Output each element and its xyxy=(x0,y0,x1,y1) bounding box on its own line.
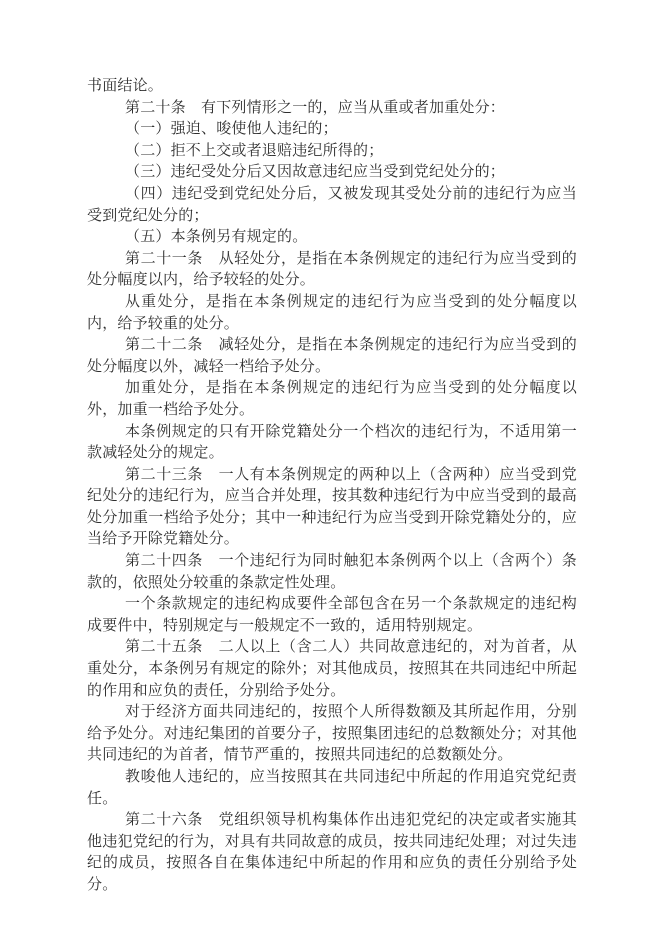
paragraph-article-20-item-2: （二）拒不上交或者退赔违纪所得的； xyxy=(125,142,384,159)
paragraph-article-25-clause-2: 对于经济方面共同违纪的，按照个人所得数额及其所起作用，分别给予处分。对违纪集团的首要分子，按照集团违纪的总数额处分；对其他共同违纪的为首者，情节严重的，按照共同违纪的总数额处分。 xyxy=(87,704,577,764)
paragraph-article-20-item-3: （三）违纪受处分后又因故意违纪应当受到党纪处分的； xyxy=(125,164,506,181)
paragraph-article-26: 第二十六条 党组织领导机构集体作出违犯党纪的决定或者实施其他违犯党纪的行为，对具有共同故意的成员，按共同违纪处理；对过失违纪的成员，按照各自在集体违纪中所起的作用和应负的责任分别给予处分。 xyxy=(87,812,577,893)
paragraph-article-22-clause-1: 第二十二条 减轻处分，是指在本条例规定的违纪行为应当受到的处分幅度以外，减轻一档给予处分。 xyxy=(87,337,577,375)
paragraph-article-20-item-4: （四）违纪受到党纪处分后，又被发现其受处分前的违纪行为应当受到党纪处分的； xyxy=(87,185,577,224)
text-content xyxy=(87,76,577,897)
paragraph-article-24-clause-2: 一个条款规定的违纪构成要件全部包含在另一个条款规定的违纪构成要件中，特别规定与一般规定不一致的，适用特别规定。 xyxy=(87,596,577,634)
paragraph-article-23: 第二十三条 一人有本条例规定的两种以上（含两种）应当受到党纪处分的违纪行为，应当合并处理，按其数种违纪行为中应当受到的最高处分加重一档给予处分；其中一种违纪行为应当受到开除党籍处分的，应当给予开除党籍处分。 xyxy=(87,466,577,548)
paragraph-article-22-clause-2: 加重处分，是指在本条例规定的违纪行为应当受到的处分幅度以外，加重一档给予处分。 xyxy=(87,380,577,418)
paragraph-article-22-clause-3: 本条例规定的只有开除党籍处分一个档次的违纪行为，不适用第一款减轻处分的规定。 xyxy=(87,423,577,462)
paragraph-article-21-clause-2: 从重处分，是指在本条例规定的违纪行为应当受到的处分幅度以内，给予较重的处分。 xyxy=(87,293,577,332)
paragraph-article-20-item-5: （五）本条例另有规定的。 xyxy=(125,229,308,246)
paragraph-article-25-clause-3: 教唆他人违纪的，应当按照其在共同违纪中所起的作用追究党纪责任。 xyxy=(87,769,577,807)
paragraph-article-20: 第二十条 有下列情形之一的，应当从重或者加重处分： xyxy=(125,99,506,116)
paragraph-article-24-clause-1: 第二十四条 一个违纪行为同时触犯本条例两个以上（含两个）条款的，依照处分较重的条款定性处理。 xyxy=(87,553,577,591)
paragraph-article-21-clause-1: 第二十一条 从轻处分，是指在本条例规定的违纪行为应当受到的处分幅度以内，给予较轻的处分。 xyxy=(87,250,577,289)
paragraph-continuation: 书面结论。 xyxy=(87,78,164,94)
paragraph-article-25-clause-1: 第二十五条 二人以上（含二人）共同故意违纪的，对为首者，从重处分，本条例另有规定的除外；对其他成员，按照其在共同违纪中所起的作用和应负的责任，分别给予处分。 xyxy=(87,639,577,699)
paragraph-article-20-item-1: （一）强迫、唆使他人违纪的； xyxy=(125,121,338,138)
